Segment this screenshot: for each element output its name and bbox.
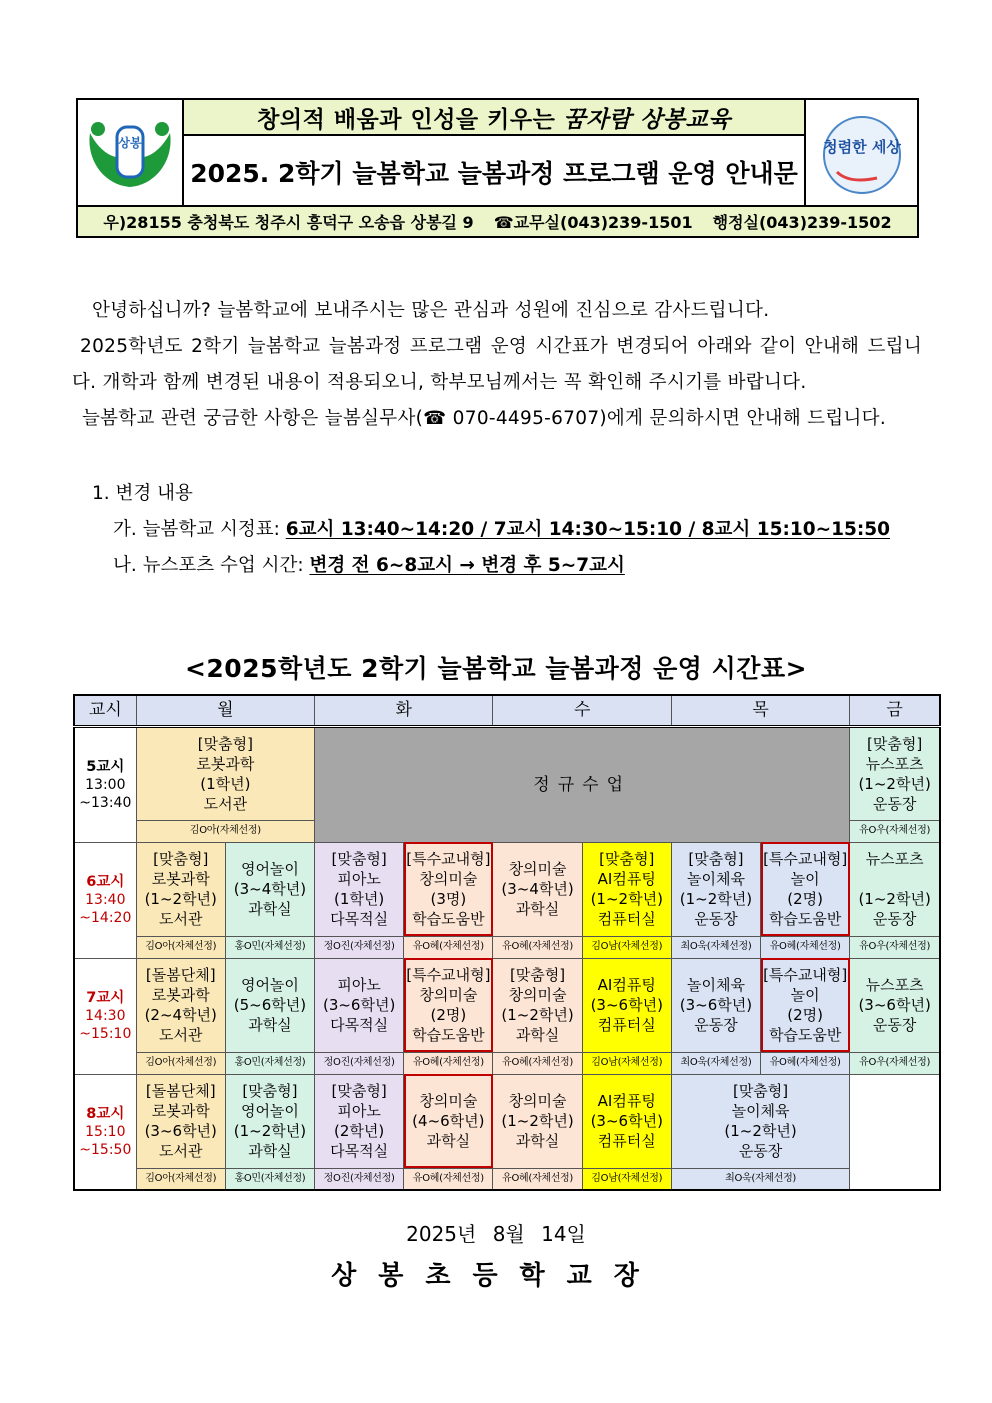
class-type: [특수교내형] bbox=[406, 850, 491, 868]
class-cell bbox=[315, 1074, 404, 1168]
class-type: [돌봄단체] bbox=[145, 1082, 216, 1100]
class-name: 놀이체육 bbox=[686, 870, 745, 888]
class-room: 다목적실 bbox=[330, 910, 389, 928]
col-header-wed: 수 bbox=[493, 695, 671, 726]
class-name: 로봇과학 bbox=[151, 986, 210, 1004]
class-type: [맞춤형] bbox=[509, 966, 566, 984]
period-8-teacher-row bbox=[74, 1168, 940, 1190]
school-address: 우)28155 충청북도 청주시 흥덕구 오송읍 상봉길 9 bbox=[103, 213, 474, 232]
intro-greeting: 안녕하십니까? 늘봄학교에 보내주시는 많은 관심과 성원에 진심으로 감사드립니다. bbox=[92, 300, 770, 321]
class-cell bbox=[493, 842, 582, 936]
class-cell bbox=[761, 958, 850, 1052]
class-name: 창의미술 bbox=[419, 870, 478, 888]
period-end: ~15:50 bbox=[79, 1141, 132, 1158]
motto-brand: 꿈자람 상봉교육 bbox=[563, 105, 731, 133]
class-grade: (1~2학년) bbox=[858, 890, 931, 908]
class-type: [맞춤형] bbox=[331, 1082, 387, 1100]
teacher-cell: 정O진(자체선정) bbox=[315, 1168, 404, 1190]
class-type: [돌봄단체] bbox=[145, 966, 216, 984]
col-header-thu: 목 bbox=[671, 695, 849, 726]
school-motto bbox=[184, 100, 804, 136]
class-name: 창의미술 bbox=[508, 1092, 567, 1110]
col-header-tue: 화 bbox=[315, 695, 493, 726]
class-room: 학습도움반 bbox=[412, 1026, 485, 1044]
class-grade: (1~2학년) bbox=[858, 774, 931, 793]
class-grade: (1~2학년) bbox=[144, 890, 217, 908]
class-name: 뉴스포츠 bbox=[865, 754, 924, 773]
class-room: 학습도움반 bbox=[412, 910, 485, 928]
class-type: [맞춤형] bbox=[331, 850, 387, 868]
class-cell bbox=[850, 958, 940, 1052]
class-cell bbox=[315, 842, 404, 936]
class-cell bbox=[136, 842, 225, 936]
class-cell bbox=[582, 842, 671, 936]
class-cell bbox=[582, 1074, 671, 1168]
class-cell bbox=[850, 842, 940, 936]
teacher-cell: 홍O민(자체선정) bbox=[225, 1052, 314, 1074]
class-name: 놀이체육 bbox=[731, 1102, 790, 1120]
school-address-bar bbox=[78, 205, 917, 236]
change-item-schedule bbox=[113, 515, 890, 541]
class-room: 과학실 bbox=[248, 1016, 292, 1034]
class-type: [맞춤형] bbox=[867, 734, 923, 753]
class-type: [특수교내형] bbox=[763, 850, 848, 868]
class-grade: (2학년) bbox=[334, 1122, 385, 1140]
document-date: 2025년 8월 14일 bbox=[406, 1222, 586, 1246]
teacher-cell: 홍O민(자체선정) bbox=[225, 1168, 314, 1190]
teacher-cell: 김O남(자체선정) bbox=[582, 1052, 671, 1074]
teacher-cell: 유O혜(자체선정) bbox=[761, 1052, 850, 1074]
teacher-cell: 정O진(자체선정) bbox=[315, 1052, 404, 1074]
change-label: 가. 늘봄학교 시정표: bbox=[113, 519, 280, 540]
office-phone: ☎교무실(043)239-1501 bbox=[493, 213, 693, 232]
class-name: 창의미술 bbox=[508, 860, 567, 878]
class-type: [맞춤형] bbox=[153, 850, 209, 868]
period-name: 5교시 bbox=[86, 758, 125, 775]
period-7-label bbox=[74, 958, 136, 1074]
class-cell bbox=[136, 726, 314, 820]
class-cell bbox=[671, 842, 760, 936]
class-grade: (3~6학년) bbox=[322, 996, 396, 1014]
class-room: 과학실 bbox=[248, 900, 292, 918]
teacher-cell: 유O혜(자체선정) bbox=[493, 1052, 582, 1074]
class-type: [맞춤형] bbox=[732, 1082, 789, 1100]
class-name: 놀이 bbox=[790, 870, 820, 888]
class-grade: (3~6학년) bbox=[590, 1112, 663, 1130]
col-header-mon: 월 bbox=[136, 695, 314, 726]
changes-heading: 1. 변경 내용 bbox=[92, 483, 193, 504]
class-room: 과학실 bbox=[515, 900, 560, 918]
class-type: [맞춤형] bbox=[599, 850, 655, 868]
class-room: 학습도움반 bbox=[768, 1026, 842, 1044]
teacher-cell: 김O남(자체선정) bbox=[582, 936, 671, 958]
period-5-label bbox=[74, 726, 136, 842]
teacher-cell: 유O혜(자체선정) bbox=[404, 1052, 493, 1074]
period-name: 8교시 bbox=[86, 1105, 125, 1122]
integrity-logo bbox=[804, 100, 917, 209]
class-room: 운동장 bbox=[694, 1016, 738, 1034]
period-6-label bbox=[74, 842, 136, 958]
class-name: 영어놀이 bbox=[240, 1102, 299, 1120]
class-cell bbox=[225, 842, 314, 936]
class-name: 영어놀이 bbox=[240, 976, 299, 994]
class-room: 컴퓨터실 bbox=[597, 1132, 656, 1150]
period-7-teacher-row bbox=[74, 1052, 940, 1074]
logo-text: 상봉 bbox=[118, 135, 142, 150]
class-grade: (1~2학년) bbox=[501, 1112, 574, 1130]
class-cell bbox=[404, 1074, 493, 1168]
teacher-cell: 최O욱(자체선정) bbox=[671, 936, 760, 958]
class-name: 피아노 bbox=[337, 1102, 381, 1120]
class-grade: (1~2학년) bbox=[501, 1006, 574, 1024]
class-room: 다목적실 bbox=[330, 1016, 389, 1034]
class-grade: (4~6학년) bbox=[412, 1112, 485, 1130]
change-value: 변경 전 6~8교시 → 변경 후 5~7교시 bbox=[309, 555, 625, 576]
class-cell bbox=[136, 1074, 225, 1168]
class-name: 피아노 bbox=[337, 976, 381, 994]
class-grade: (1~2학년) bbox=[724, 1122, 797, 1140]
class-type: [특수교내형] bbox=[763, 966, 848, 984]
integrity-emblem-icon bbox=[819, 112, 905, 198]
class-name: 뉴스포츠 bbox=[865, 850, 924, 868]
class-room: 컴퓨터실 bbox=[597, 910, 656, 928]
class-room: 운동장 bbox=[872, 1016, 917, 1034]
teacher-cell: 유O우(자체선정) bbox=[850, 936, 940, 958]
class-type: [맞춤형] bbox=[197, 734, 253, 753]
class-type: [맞춤형] bbox=[688, 850, 744, 868]
class-grade: (2명) bbox=[787, 890, 824, 908]
teacher-cell: 유O우(자체선정) bbox=[850, 1052, 940, 1074]
teacher-cell: 김O아(자체선정) bbox=[136, 1052, 225, 1074]
change-item-newsports bbox=[113, 551, 625, 577]
motto-text: 창의적 배움과 인성을 키우는 bbox=[257, 106, 556, 133]
teacher-cell: 김O아(자체선정) bbox=[136, 936, 225, 958]
class-room: 과학실 bbox=[515, 1026, 560, 1044]
class-name: 창의미술 bbox=[419, 986, 478, 1004]
class-name: AI컴퓨팅 bbox=[597, 870, 656, 888]
empty-cell bbox=[850, 1074, 940, 1190]
class-cell bbox=[582, 958, 671, 1052]
class-grade: (2명) bbox=[787, 1006, 824, 1024]
period-6-row bbox=[74, 842, 940, 936]
teacher-cell: 유O혜(자체선정) bbox=[493, 936, 582, 958]
class-room: 과학실 bbox=[426, 1132, 471, 1150]
col-header-period: 교시 bbox=[74, 695, 136, 726]
class-name: 놀이 bbox=[790, 986, 820, 1004]
class-cell bbox=[761, 842, 850, 936]
regular-class-block: 정규수업 bbox=[315, 726, 850, 842]
class-room: 도서관 bbox=[159, 1142, 203, 1160]
class-room: 컴퓨터실 bbox=[597, 1016, 656, 1034]
integrity-text: 청렴한 세상 bbox=[822, 137, 901, 156]
class-cell bbox=[850, 726, 940, 820]
class-type: [특수교내형] bbox=[406, 966, 491, 984]
class-grade: (3~4학년) bbox=[501, 880, 574, 898]
timetable bbox=[73, 694, 941, 1191]
class-cell bbox=[671, 958, 760, 1052]
class-cell bbox=[671, 1074, 849, 1168]
class-room: 과학실 bbox=[248, 1142, 292, 1160]
teacher-cell: 유O혜(자체선정) bbox=[493, 1168, 582, 1190]
class-room: 운동장 bbox=[872, 910, 917, 928]
period-start: 15:10 bbox=[85, 1123, 126, 1140]
period-start: 13:00 bbox=[85, 776, 126, 793]
change-label: 나. 뉴스포츠 수업 시간: bbox=[113, 555, 304, 576]
class-cell bbox=[136, 958, 225, 1052]
signature: 상봉초등학교장 bbox=[331, 1261, 661, 1291]
class-name: 피아노 bbox=[337, 870, 381, 888]
class-room: 다목적실 bbox=[330, 1142, 389, 1160]
class-grade: (1학년) bbox=[334, 890, 385, 908]
class-name: AI컴퓨팅 bbox=[597, 1092, 656, 1110]
class-grade: (1학년) bbox=[200, 774, 251, 793]
period-end: ~13:40 bbox=[79, 794, 132, 811]
class-grade: (5~6학년) bbox=[233, 996, 307, 1014]
period-end: ~14:20 bbox=[79, 910, 132, 926]
teacher-cell: 유O우(자체선정) bbox=[850, 820, 940, 842]
teacher-cell: 홍O민(자체선정) bbox=[225, 936, 314, 958]
class-grade: (2명) bbox=[430, 1006, 467, 1024]
class-cell bbox=[493, 1074, 582, 1168]
teacher-cell: 유O혜(자체선정) bbox=[404, 1168, 493, 1190]
class-name: 로봇과학 bbox=[196, 754, 255, 773]
class-room: 도서관 bbox=[159, 910, 203, 928]
class-grade: (3~6학년) bbox=[144, 1122, 217, 1140]
class-grade: (1~2학년) bbox=[679, 890, 753, 908]
letterhead bbox=[76, 98, 919, 238]
document-title: 2025. 2학기 늘봄학교 늘봄과정 프로그램 운영 안내문 bbox=[190, 158, 798, 188]
class-room: 도서관 bbox=[203, 794, 248, 813]
col-header-fri: 금 bbox=[850, 695, 940, 726]
class-name: 뉴스포츠 bbox=[865, 976, 924, 994]
intro-notice: 2025학년도 2학기 늘봄학교 늘봄과정 프로그램 운영 시간표가 변경되어 아래와 같이 안내해 드립니다. 개학과 함께 변경된 내용이 적용되오니, 학부모님께서는 꼭 확인해 주시기를 바랍니다. bbox=[72, 336, 922, 393]
change-value: 6교시 13:40~14:20 / 7교시 14:30~15:10 / 8교시 15:10~15:50 bbox=[285, 519, 891, 540]
admin-phone: 행정실(043)239-1502 bbox=[712, 213, 892, 232]
class-name: 놀이체육 bbox=[686, 976, 745, 994]
period-start: 14:30 bbox=[85, 1008, 126, 1024]
class-grade: (3명) bbox=[430, 890, 467, 908]
class-cell bbox=[225, 958, 314, 1052]
class-name: 창의미술 bbox=[508, 986, 567, 1004]
class-room: 도서관 bbox=[159, 1026, 203, 1044]
teacher-cell: 최O욱(자체선정) bbox=[671, 1168, 849, 1190]
class-name: 로봇과학 bbox=[151, 870, 210, 888]
teacher-cell: 최O욱(자체선정) bbox=[671, 1052, 760, 1074]
class-room: 운동장 bbox=[738, 1142, 783, 1160]
period-start: 13:40 bbox=[85, 892, 126, 908]
teacher-cell: 유O혜(자체선정) bbox=[761, 936, 850, 958]
class-name: 창의미술 bbox=[419, 1092, 478, 1110]
teacher-cell: 김O남(자체선정) bbox=[582, 1168, 671, 1190]
period-6-teacher-row bbox=[74, 936, 940, 958]
class-room: 운동장 bbox=[872, 794, 917, 813]
teacher-cell: 유O혜(자체선정) bbox=[404, 936, 493, 958]
class-grade: (1~2학년) bbox=[233, 1122, 307, 1140]
period-5-row bbox=[74, 726, 940, 820]
teacher-cell: 정O진(자체선정) bbox=[315, 936, 404, 958]
class-room: 과학실 bbox=[515, 1132, 560, 1150]
class-type: [맞춤형] bbox=[242, 1082, 298, 1100]
school-logo bbox=[78, 100, 184, 209]
class-grade: (3~4학년) bbox=[233, 880, 307, 898]
school-emblem-icon bbox=[84, 115, 176, 195]
teacher-cell: 김O아(자체선정) bbox=[136, 1168, 225, 1190]
class-name: 로봇과학 bbox=[151, 1102, 210, 1120]
timetable-title: <2025학년도 2학기 늘봄학교 늘봄과정 운영 시간표> bbox=[184, 654, 808, 683]
teacher-cell: 김O아(자체선정) bbox=[136, 820, 314, 842]
class-name: AI컴퓨팅 bbox=[597, 976, 656, 994]
period-end: ~15:10 bbox=[79, 1026, 132, 1042]
period-name: 6교시 bbox=[86, 874, 125, 890]
class-name: 영어놀이 bbox=[240, 860, 299, 878]
class-cell bbox=[404, 958, 493, 1052]
period-8-label bbox=[74, 1074, 136, 1190]
intro-contact: 늘봄학교 관련 궁금한 사항은 늘봄실무사(☎ 070-4495-6707)에게 문의하시면 안내해 드립니다. bbox=[82, 408, 887, 429]
class-grade: (3~6학년) bbox=[858, 996, 931, 1014]
class-room: 운동장 bbox=[694, 910, 738, 928]
class-room: 학습도움반 bbox=[768, 910, 842, 928]
header-row bbox=[74, 695, 940, 726]
class-cell bbox=[404, 842, 493, 936]
period-7-row bbox=[74, 958, 940, 1052]
class-grade: (3~6학년) bbox=[679, 996, 753, 1014]
class-cell bbox=[493, 958, 582, 1052]
class-grade: (3~6학년) bbox=[590, 996, 663, 1014]
class-cell bbox=[315, 958, 404, 1052]
class-grade: (2~4학년) bbox=[144, 1006, 217, 1024]
class-grade: (1~2학년) bbox=[590, 890, 663, 908]
class-cell bbox=[225, 1074, 314, 1168]
period-8-row bbox=[74, 1074, 940, 1168]
period-name: 7교시 bbox=[86, 990, 125, 1006]
